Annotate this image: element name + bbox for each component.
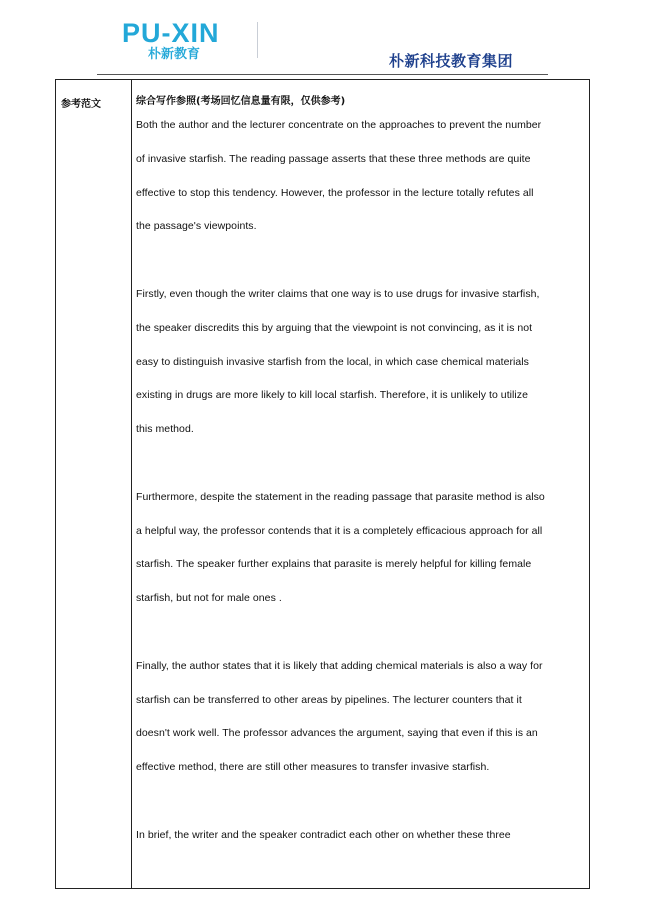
paragraph-gap (136, 244, 588, 278)
paragraph-line: Finally, the author states that it is likely that adding chemical materials is also a way for (136, 659, 543, 672)
essay-content (136, 95, 588, 853)
essay-paragraph (136, 650, 588, 785)
paragraph-gap (136, 785, 588, 819)
puxin-logo (122, 18, 262, 62)
header-rule (97, 74, 548, 75)
paragraph-line: the passage's viewpoints. (136, 220, 257, 233)
paragraph-line: Firstly, even though the writer claims that one way is to use drugs for invasive starfish, (136, 287, 540, 300)
paragraph-line: Furthermore, despite the statement in the reading passage that parasite method is also (136, 490, 545, 503)
paragraph-line: this method. (136, 423, 194, 436)
essay-paragraph (136, 819, 588, 853)
paragraph-line: starfish can be transferred to other areas by pipelines. The lecturer counters that it (136, 693, 522, 706)
puxin-logo-graphic (122, 18, 262, 62)
logo-subtext: 朴新教育 (148, 47, 201, 62)
essay-table (55, 79, 590, 889)
paragraph-line: starfish, but not for male ones . (136, 592, 282, 605)
paragraph-line: existing in drugs are more likely to kill local starfish. Therefore, it is unlikely to utilize (136, 389, 528, 402)
essay-paragraph (136, 278, 588, 447)
paragraph-line: effective method, there are still other measures to transfer invasive starfish. (136, 761, 490, 774)
row-label: 参考范文 (61, 99, 101, 110)
paragraph-gap (136, 447, 588, 481)
essay-paragraph (136, 109, 588, 244)
paragraph-line: starfish. The speaker further explains that parasite is merely helpful for killing female (136, 558, 532, 571)
column-divider (131, 80, 132, 888)
paragraph-line: doesn't work well. The professor advances the argument, saying that even if this is an (136, 727, 538, 740)
essay-paragraph (136, 481, 588, 616)
company-name: 朴新科技教育集团 (389, 52, 514, 70)
paragraph-line: a helpful way, the professor contends that it is a completely efficacious approach for all (136, 524, 543, 537)
paragraph-line: easy to distinguish invasive starfish from the local, in which case chemical materials (136, 355, 529, 368)
essay-paragraphs (136, 109, 588, 853)
paragraph-line: effective to stop this tendency. However, the professor in the lecture totally refutes all (136, 186, 534, 199)
logo-wordmark: PU-XIN (122, 18, 220, 48)
page-header (0, 0, 645, 80)
logo-divider (257, 22, 258, 58)
paragraph-line: Both the author and the lecturer concentrate on the approaches to prevent the number (136, 119, 542, 131)
paragraph-line: of invasive starfish. The reading passage asserts that these three methods are quite (136, 152, 531, 165)
paragraph-line: the speaker discredits this by arguing that the viewpoint is not convincing, as it is not (136, 321, 533, 334)
paragraph-line: In brief, the writer and the speaker contradict each other on whether these three (136, 828, 511, 841)
paragraph-gap (136, 616, 588, 650)
essay-title: 综合写作参照(考场回忆信息量有限，仅供参考) (136, 96, 346, 107)
